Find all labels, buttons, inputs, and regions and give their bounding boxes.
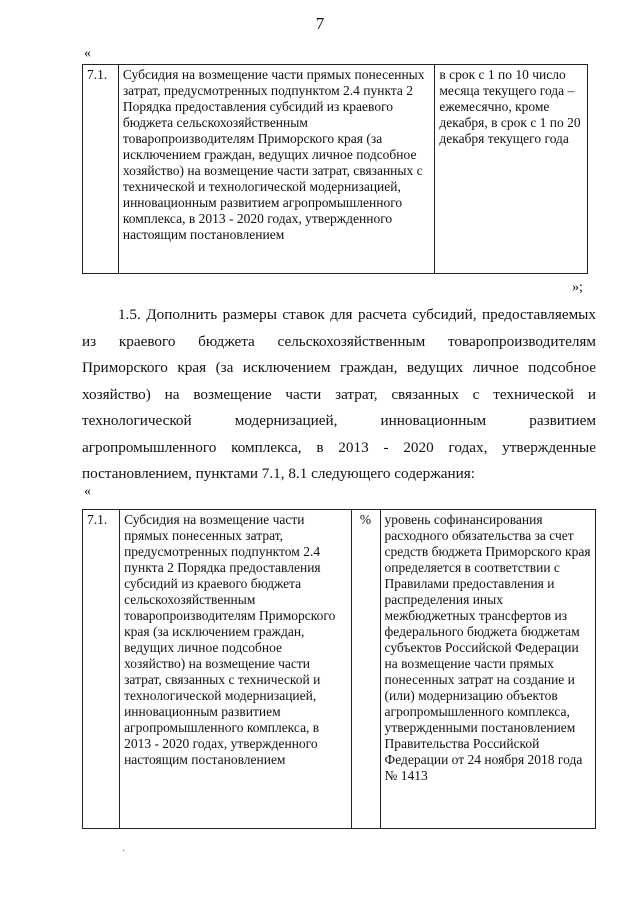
- item-number-cell: 7.1.: [83, 65, 119, 274]
- page-number: 7: [315, 14, 325, 33]
- subsidy-rate-table: [82, 509, 596, 829]
- subsidy-description-cell: Субсидия на возмещение части прямых понесенных затрат, предусмотренных подпунктом 2.4 пункта 2 Порядка предоставления субсидий из краевого бюджета сельскохозяйственным товаропроизводителям Приморского края (за исключением граждан, ведущих личное подсобное хозяйство) на возмещение части затрат, связанных с технической и технологической модернизацией, инновационным развитием агропромышленного комплекса, в 2013 - 2020 годах, утвержденного настоящим постановлением: [118, 65, 435, 274]
- subsidy-term-table: [82, 64, 588, 274]
- opening-quote-2: «: [84, 484, 91, 499]
- item-number-cell: 7.1.: [83, 510, 120, 829]
- closing-quote: »;: [572, 280, 583, 295]
- subsidy-description-cell: Субсидия на возмещение части прямых понесенных затрат, предусмотренных подпунктом 2.4 пункта 2 Порядка предоставления субсидий из краевого бюджета сельскохозяйственным товаропроизводителям Приморского края (за исключением граждан, ведущих личное подсобное хозяйство) на возмещение части затрат, связанных с технической и технологической модернизацией, инновационным развитием агропромышленного комплекса, в 2013 - 2020 годах, утвержденного настоящим постановлением: [120, 510, 351, 829]
- unit-cell: %: [351, 510, 380, 829]
- table-row: [83, 65, 588, 274]
- rate-description-cell: уровень софинансирования расходного обязательства за счет средств бюджета Приморского края определяется в соответствии с Правилами предоставления и распределения иных межбюджетных трансфертов из федерального бюджета бюджетам субъектов Российской Федерации на возмещение части прямых понесенных затрат на создание и (или) модернизацию объектов агропромышленного комплекса, утвержденными постановлением Правительства Российской Федерации от 24 ноября 2018 года № 1413: [380, 510, 595, 829]
- scan-speck: ·: [122, 846, 126, 857]
- amendment-paragraph: 1.5. Дополнить размеры ставок для расчета субсидий, предоставляемых из краевого бюджета сельскохозяйственным товаропроизводителям Приморского края (за исключением граждан, ведущих личное подсобное хозяйство) на возмещение части затрат, связанных с технической и технологической модернизацией, инновационным развитием агропромышленного комплекса, в 2013 - 2020 годах, утвержденные постановлением, пунктами 7.1, 8.1 следующего содержания:: [82, 306, 596, 482]
- opening-quote: «: [84, 46, 91, 61]
- payment-term-cell: в срок с 1 по 10 число месяца текущего года – ежемесячно, кроме декабря, в срок с 1 по 20 декабря текущего года: [435, 65, 588, 274]
- table-row: [83, 510, 596, 829]
